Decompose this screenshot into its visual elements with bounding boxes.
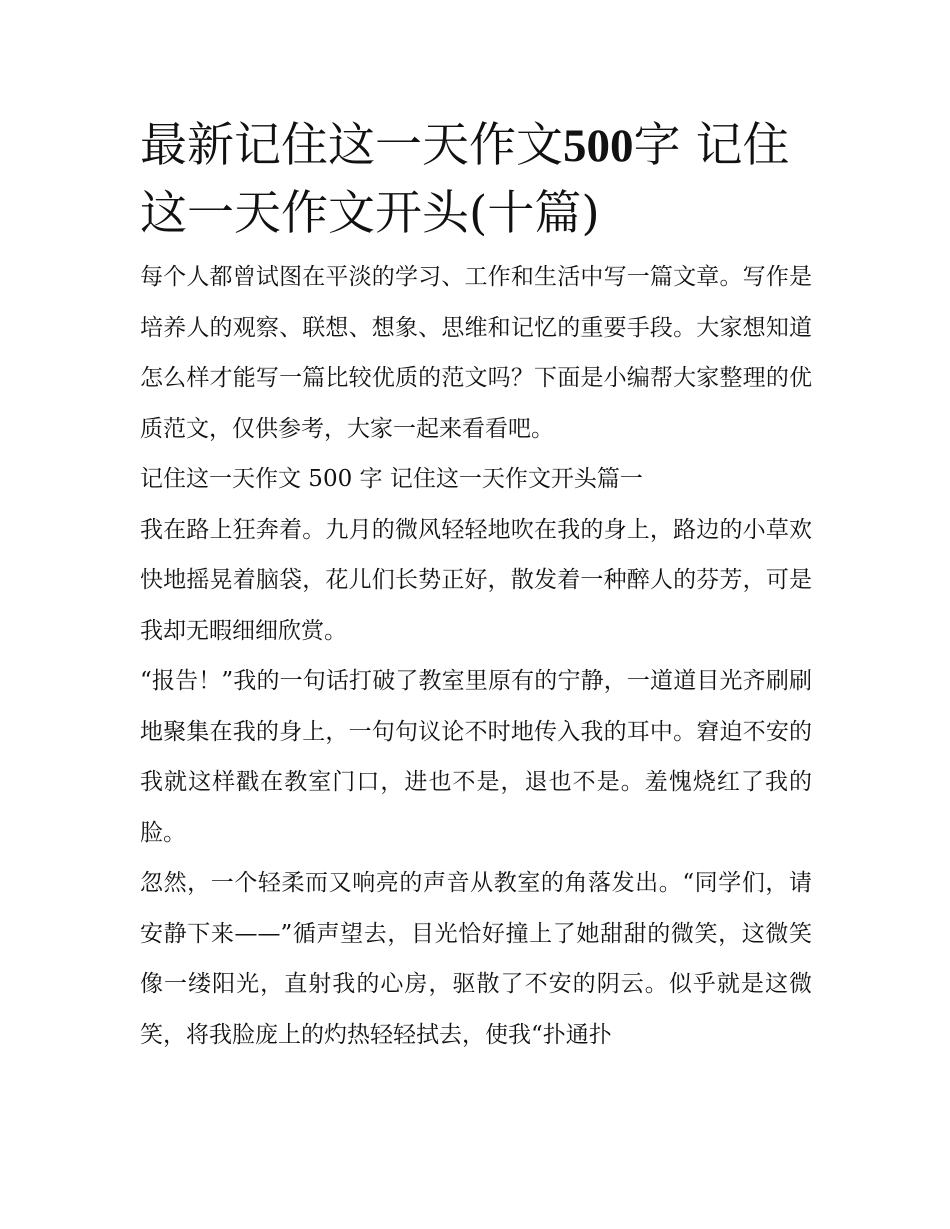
- intro-paragraph: 每个人都曾试图在平淡的学习、工作和生活中写一篇文章。写作是培养人的观察、联想、想象、思维和记忆的重要手段。大家想知道怎么样才能写一篇比较优质的范文吗？下面是小编帮大家整理的优质范文，仅供参考，大家一起来看看吧。: [140, 264, 812, 442]
- body-paragraph: 忽然，一个轻柔而又响亮的声音从教室的角落发出。“同学们，请安静下来——”循声望去，目光恰好撞上了她甜甜的微笑，这微笑像一缕阳光，直射我的心房，驱散了不安的阴云。似乎就是这微笑，将我脸庞上的灼热轻轻拭去，使我“扑通扑: [140, 870, 812, 1048]
- title-text-part1: 最新记住这一天作文: [140, 118, 563, 173]
- document-body: [140, 112, 812, 1060]
- title-number: 500: [563, 120, 634, 172]
- body-paragraph: “报告！”我的一句话打破了教室里原有的宁静，一道道目光齐刷刷地聚集在我的身上，一句句议论不时地传入我的耳中。窘迫不安的我就这样戳在教室门口，进也不是，退也不是。羞愧烧红了我的脸。: [140, 668, 812, 846]
- title-text-part2: 字 记住这一天作文开头(十篇): [140, 118, 790, 241]
- body-paragraph: 我在路上狂奔着。九月的微风轻轻地吹在我的身上，路边的小草欢快地摇晃着脑袋，花儿们长势正好，散发着一种醉人的芬芳，可是我却无暇细细欣赏。: [140, 516, 812, 644]
- section-heading: 记住这一天作文 500 字 记住这一天作文开头篇一: [140, 466, 643, 492]
- document-title: [140, 112, 812, 248]
